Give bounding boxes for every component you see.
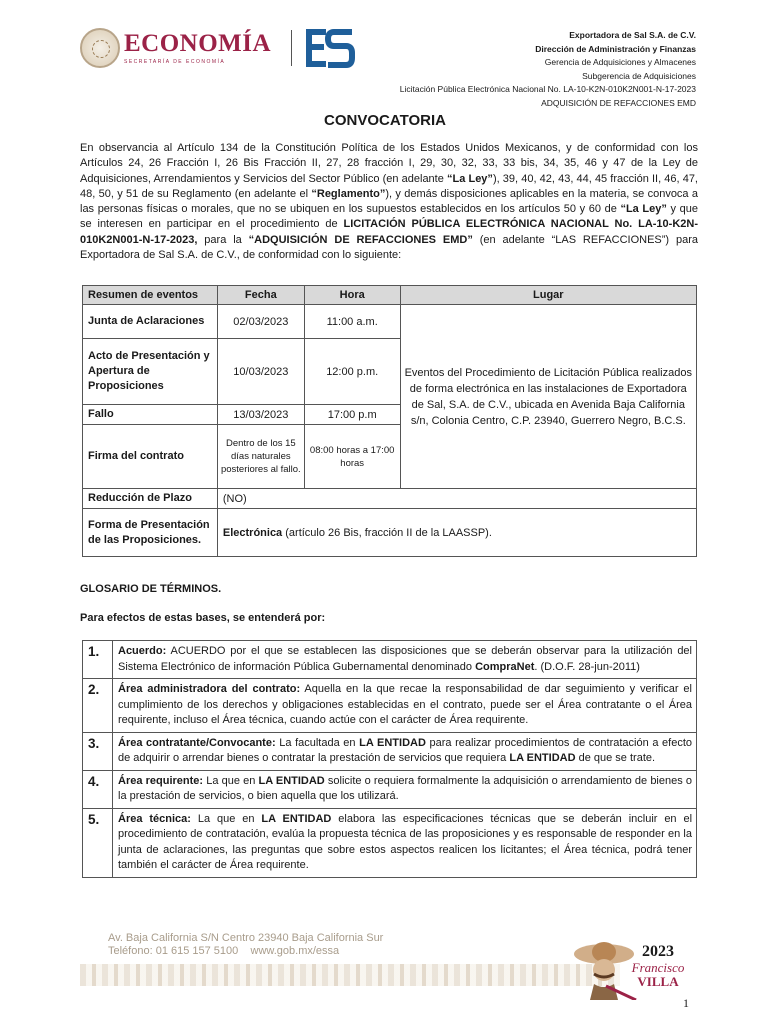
table-row bbox=[83, 770, 697, 808]
forma-value: Electrónica (artículo 26 Bis, fracción II de la LAASSP). bbox=[217, 509, 696, 557]
header-resumen: Resumen de eventos bbox=[83, 286, 218, 305]
reduccion-value: (NO) bbox=[217, 489, 696, 509]
glosario-subtitle: Para efectos de estas bases, se entenderá por: bbox=[80, 612, 326, 624]
table-row bbox=[83, 305, 697, 339]
event-date: 10/03/2023 bbox=[217, 339, 304, 405]
event-time: 17:00 p.m bbox=[304, 405, 400, 425]
table-row bbox=[83, 641, 697, 679]
direction-name: Dirección de Administración y Finanzas bbox=[535, 43, 696, 54]
item-number: 5. bbox=[83, 808, 113, 877]
event-time: 11:00 a.m. bbox=[304, 305, 400, 339]
table-row bbox=[83, 732, 697, 770]
table-row bbox=[83, 509, 697, 557]
item-number: 2. bbox=[83, 679, 113, 733]
company-name: Exportadora de Sal S.A. de C.V. bbox=[569, 30, 696, 40]
item-number: 3. bbox=[83, 732, 113, 770]
item-number: 1. bbox=[83, 641, 113, 679]
svg-text:Francisco: Francisco bbox=[631, 960, 685, 975]
subgerencia-name: Subgerencia de Adquisiciones bbox=[582, 70, 696, 81]
gerencia-name: Gerencia de Adquisiciones y Almacenes bbox=[544, 57, 696, 67]
economia-logo-text: ECONOMÍA bbox=[124, 30, 272, 57]
item-number: 4. bbox=[83, 770, 113, 808]
event-name: Acto de Presentación y Apertura de Proposiciones bbox=[83, 339, 218, 405]
item-definition: Área requirente: La que en LA ENTIDAD solicite o requiera formalmente la adquisición o arrendamiento de bienes o la prestación de servicios, o bien aquella que los utilizará. bbox=[113, 770, 697, 808]
event-date: 02/03/2023 bbox=[217, 305, 304, 339]
page-number: 1 bbox=[683, 996, 689, 1010]
footer-phone: Teléfono: 01 615 157 5100 www.gob.mx/essa bbox=[108, 945, 340, 957]
header-hora: Hora bbox=[304, 286, 400, 305]
header-lugar: Lugar bbox=[400, 286, 696, 305]
svg-text:2023: 2023 bbox=[642, 943, 674, 960]
event-time: 12:00 p.m. bbox=[304, 339, 400, 405]
footer-address: Av. Baja California S/N Centro 23940 Baja California Sur bbox=[108, 932, 384, 944]
logo-divider bbox=[291, 30, 292, 66]
event-name: Fallo bbox=[83, 405, 218, 425]
licitacion-number: Licitación Pública Electrónica Nacional No. LA-10-K2N-010K2N001-N-17-2023 bbox=[399, 84, 696, 94]
economia-logo bbox=[124, 31, 271, 65]
header-fecha: Fecha bbox=[217, 286, 304, 305]
table-row bbox=[83, 808, 697, 877]
glosario-title: GLOSARIO DE TÉRMINOS. bbox=[80, 583, 222, 595]
document-title: CONVOCATORIA bbox=[324, 112, 446, 129]
table-row bbox=[83, 679, 697, 733]
footer-decorative-pattern bbox=[80, 964, 620, 986]
event-date: 13/03/2023 bbox=[217, 405, 304, 425]
national-seal-icon bbox=[80, 28, 120, 68]
item-definition: Área técnica: La que en LA ENTIDAD elabora las especificaciones técnicas que se deberán incluir en el procedimiento de contratación, evalúa la propuesta técnica de las proposiciones y es responsable de responder en la junta de aclaraciones, las preguntas que sobre estos aspectos realicen los licitantes; el Área técnica, podrá tener también el carácter de Área requirente. bbox=[113, 808, 697, 877]
event-location: Eventos del Procedimiento de Licitación Pública realizados de forma electrónica en las instalaciones de Exportadora de Sal, S.A. de C.V., ubicada en Avenida Baja California s/n, Colonia Centro, C.P. 23940, Guerrero Negro, B.C.S. bbox=[400, 305, 696, 489]
event-name: Junta de Aclaraciones bbox=[83, 305, 218, 339]
adquisicion-name: ADQUISICIÓN DE REFACCIONES EMD bbox=[541, 97, 696, 108]
event-date: Dentro de los 15 días naturales posteriores al fallo. bbox=[217, 425, 304, 489]
header-logos bbox=[80, 26, 356, 70]
event-time: 08:00 horas a 17:00 horas bbox=[304, 425, 400, 489]
events-header-row bbox=[83, 286, 697, 305]
forma-label: Forma de Presentación de las Proposiciones. bbox=[83, 509, 218, 557]
item-definition: Acuerdo: ACUERDO por el que se establecen las disposiciones que se deberán observar para la utilización del Sistema Electrónico de información Pública Gubernamental denominado CompraNet. (D.O.F. 28-jun-2011) bbox=[113, 641, 697, 679]
es-company-logo-icon bbox=[304, 26, 356, 70]
item-definition: Área contratante/Convocante: La facultada en LA ENTIDAD para realizar procedimientos de contratación a efecto de adquirir o arrendar bienes o contratar la prestación de servicios que requiera LA ENTIDAD de que se trate. bbox=[113, 732, 697, 770]
economia-logo-subtext: SECRETARÍA DE ECONOMÍA bbox=[124, 59, 226, 65]
reduccion-label: Reducción de Plazo bbox=[83, 489, 218, 509]
francisco-villa-2023-logo-icon bbox=[566, 928, 698, 1000]
intro-paragraph: En observancia al Artículo 134 de la Constitución Política de los Estados Unidos Mexicanos, y de conformidad con los Artículos 24, 26 Fracción I, 26 Bis Fracción II, 27, 28 fracción I, 29, 30, 32, 33, 33 bis, 34, 35, 46 y 47 de la Ley de Adquisiciones, Arrendamientos y Servicios del Sector Público (en adelante “La Ley”), 39, 40, 42, 43, 44, 45 fracción II, 46, 47, 48, 50, y 51 de su Reglamento (en adelante el “Reglamento”), y demás disposiciones aplicables en la materia, se convoca a las personas físicas o morales, que no se ubiquen en los supuestos establecidos en los artículos 50 y 60 de “La Ley” y que se interesen en participar en el procedimiento de LICITACIÓN PÚBLICA ELECTRÓNICA NACIONAL No. LA-10-K2N-010K2N001-N-17-2023, para la “ADQUISICIÓN DE REFACCIONES EMD” (en adelante “LAS REFACCIONES”) para Exportadora de Sal S.A. de C.V., de conformidad con lo siguiente: bbox=[80, 142, 698, 262]
footer-contact bbox=[108, 932, 383, 958]
item-definition: Área administradora del contrato: Aquella en la que recae la responsabilidad de dar seguimiento y verificar el cumplimiento de los derechos y obligaciones establecidas en el contrato, puede ser el Área contratante o el Área requirente, incluso el Área técnica, cuando actúe con el carácter de Área requirente. bbox=[113, 679, 697, 733]
event-name: Firma del contrato bbox=[83, 425, 218, 489]
glosario-table bbox=[82, 640, 697, 878]
table-row bbox=[83, 489, 697, 509]
events-table bbox=[82, 285, 697, 557]
svg-text:VILLA: VILLA bbox=[637, 974, 679, 989]
header-info bbox=[400, 29, 696, 110]
